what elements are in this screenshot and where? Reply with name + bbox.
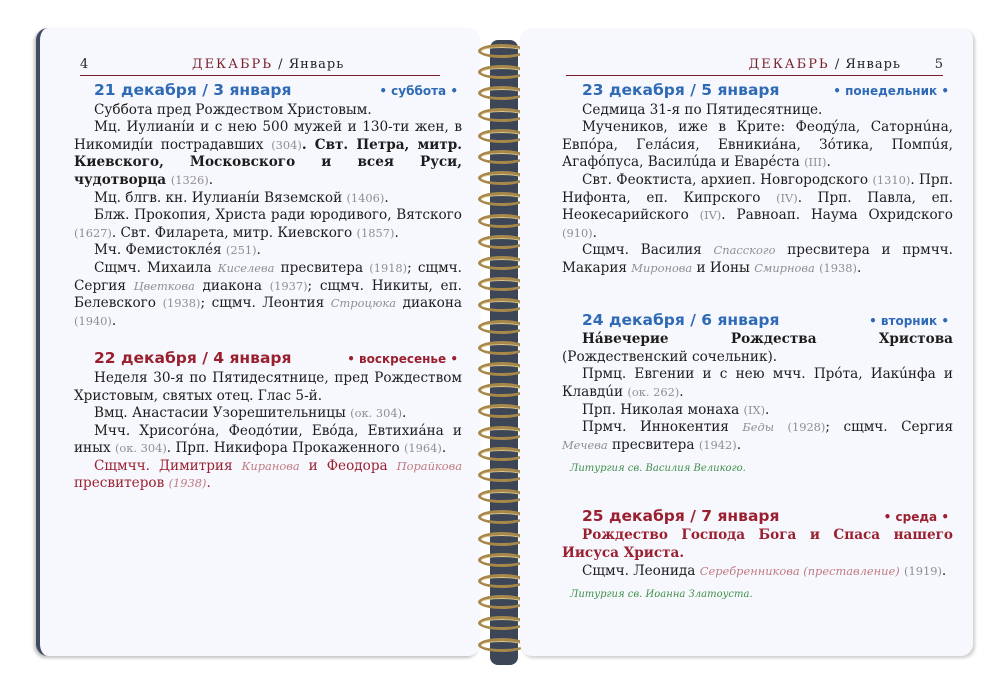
paragraph: Прмц. Евгении и с нею мчч. Прóта, Иакúнфа и Клавдúи (ок. 262).	[562, 366, 953, 400]
day-date: 25 декабря / 7 января	[582, 506, 780, 525]
spiral-coil	[478, 44, 526, 58]
paragraph: Нáвечерие Рождества Христова (Рождественский сочельник).	[562, 331, 953, 365]
paragraph: Суббота пред Рождеством Христовым.	[94, 101, 372, 118]
spiral-coil	[478, 341, 526, 355]
paragraph: Сщмчч. Димитрия Киранова и Феодора Порайкова пресвитеров (1938).	[74, 457, 462, 492]
day-date: 21 декабря / 3 января	[94, 81, 292, 99]
day-weekday: • суббота •	[379, 84, 458, 98]
page-header	[80, 56, 440, 76]
paragraph: Неделя 30-я по Пятидесятнице, пред Рождеством Христовым, святых отец. Глас 5-й.	[74, 369, 462, 404]
day-entry	[562, 508, 953, 604]
spiral-coil	[478, 150, 526, 164]
spiral-coil	[478, 171, 526, 185]
header-title: ДЕКАБРЬ / Январь	[748, 57, 901, 72]
spiral-coil	[478, 404, 526, 418]
day-heading	[562, 82, 953, 101]
day-date: 22 декабря / 4 января	[94, 349, 292, 368]
day-heading	[562, 312, 953, 331]
spiral-coil	[478, 129, 526, 143]
spiral-coil	[478, 108, 526, 122]
spiral-coil	[478, 235, 526, 249]
right-page	[520, 28, 973, 656]
paragraph: Мц. блгв. кн. Иулианíи Вяземской (1406).	[94, 189, 389, 206]
header-title: ДЕКАБРЬ / Январь	[192, 57, 345, 72]
left-page	[36, 28, 480, 656]
day-date: 23 декабря / 5 января	[582, 81, 780, 99]
paragraph: Сщмч. Василия Спасского пресвитера и прмчч. Макария Миронова и Ионы Смирнова (1938).	[562, 242, 953, 276]
spiral-coil	[478, 468, 526, 482]
spiral-coil	[478, 616, 526, 630]
paragraph: Прп. Николая монаха (IX).	[582, 401, 770, 418]
day-date: 24 декабря / 6 января	[582, 310, 780, 329]
spiral-coil	[478, 510, 526, 524]
paragraph: Прмч. Иннокентия Беды (1928); сщмч. Сергия Мечева пресвитера (1942).	[562, 419, 954, 453]
spiral-coil	[478, 532, 526, 546]
day-entry	[562, 82, 953, 278]
liturgy-note: Литургия св. Василия Великого.	[570, 463, 746, 475]
page-content	[562, 82, 953, 604]
spiral-coil	[478, 574, 526, 588]
paragraph: Мучеников, иже в Крите: Феодýла, Саторнúна, Евпóра, Гелáсия, Евникиáна, Зóтика, Помпúя, Агафóпуса, Василúда и Еварéста (III).	[562, 119, 953, 171]
spiral-coil	[478, 595, 526, 609]
spiral-coil	[478, 65, 526, 79]
spiral-coil	[478, 426, 526, 440]
spiral-coil	[478, 86, 526, 100]
day-heading	[74, 350, 462, 369]
page-number: 4	[80, 57, 89, 72]
spiral-coil	[478, 447, 526, 461]
spiral-coil	[478, 489, 526, 503]
spiral-coil	[478, 383, 526, 397]
page-number: 5	[934, 57, 943, 72]
paragraph: Мц. Иулианíи и с нею 500 мужей и 130-ти жен, в Никомидíи пострадавших (304). Свт. Петра, митр. Киевского, Московского и всея Руси, чудотворца (1326).	[74, 119, 463, 188]
day-weekday: • понедельник •	[833, 84, 949, 98]
day-entry	[74, 82, 462, 330]
spiral-coil	[478, 553, 526, 567]
day-heading	[74, 82, 462, 101]
day-entry	[562, 312, 953, 478]
spiral-coil	[478, 320, 526, 334]
liturgy-note: Литургия св. Иоанна Златоуста.	[570, 589, 753, 601]
page-content	[74, 82, 462, 493]
paragraph: Вмц. Анастасии Узорешительницы (ок. 304).	[94, 405, 407, 422]
day-weekday: • воскресенье •	[347, 352, 458, 367]
paragraph: Свт. Феоктиста, архиеп. Новгородского (1310). Прп. Нифонта, еп. Кипрского (IV). Прп. Павла, еп. Неокесарийского (IV). Равноап. Наума Охридского (910).	[562, 171, 953, 241]
paragraph: Седмица 31-я по Пятидесятнице.	[582, 101, 823, 118]
paragraph: Сщмч. Леонида Серебренникова (преставление) (1919).	[582, 562, 947, 579]
day-heading	[562, 508, 953, 527]
spiral-coil	[478, 362, 526, 376]
paragraph: Сщмч. Михаила Киселева пресвитера (1918); сщмч. Сергия Цветкова диакона (1937); сщмч. Никиты, еп. Белевского (1938); сщмч. Леонтия Строцюка диакона (1940).	[74, 259, 463, 329]
page-header	[566, 56, 943, 76]
paragraph: Мч. Фемистоклéя (251).	[94, 242, 261, 259]
day-entry	[74, 350, 462, 493]
day-weekday: • вторник •	[869, 313, 949, 328]
paragraph: Блж. Прокопия, Христа ради юродивого, Вятского (1627). Свт. Филарета, митр. Киевского (1857).	[74, 207, 462, 241]
spiral-coil	[478, 214, 526, 228]
spiral-coil	[478, 256, 526, 270]
spiral-coil	[478, 192, 526, 206]
paragraph: Мчч. Хрисогóна, Феодóтии, Евóда, Евтихиáна и иных (ок. 304). Прп. Никифора Прокаженного (1964).	[74, 422, 462, 457]
spiral-coil	[478, 277, 526, 291]
feast-title: Рождество Господа Бога и Спаса нашего Иисуса Христа.	[562, 527, 953, 562]
spiral-coil	[478, 298, 526, 312]
spiral-coil	[478, 638, 526, 652]
day-weekday: • среда •	[883, 509, 949, 524]
